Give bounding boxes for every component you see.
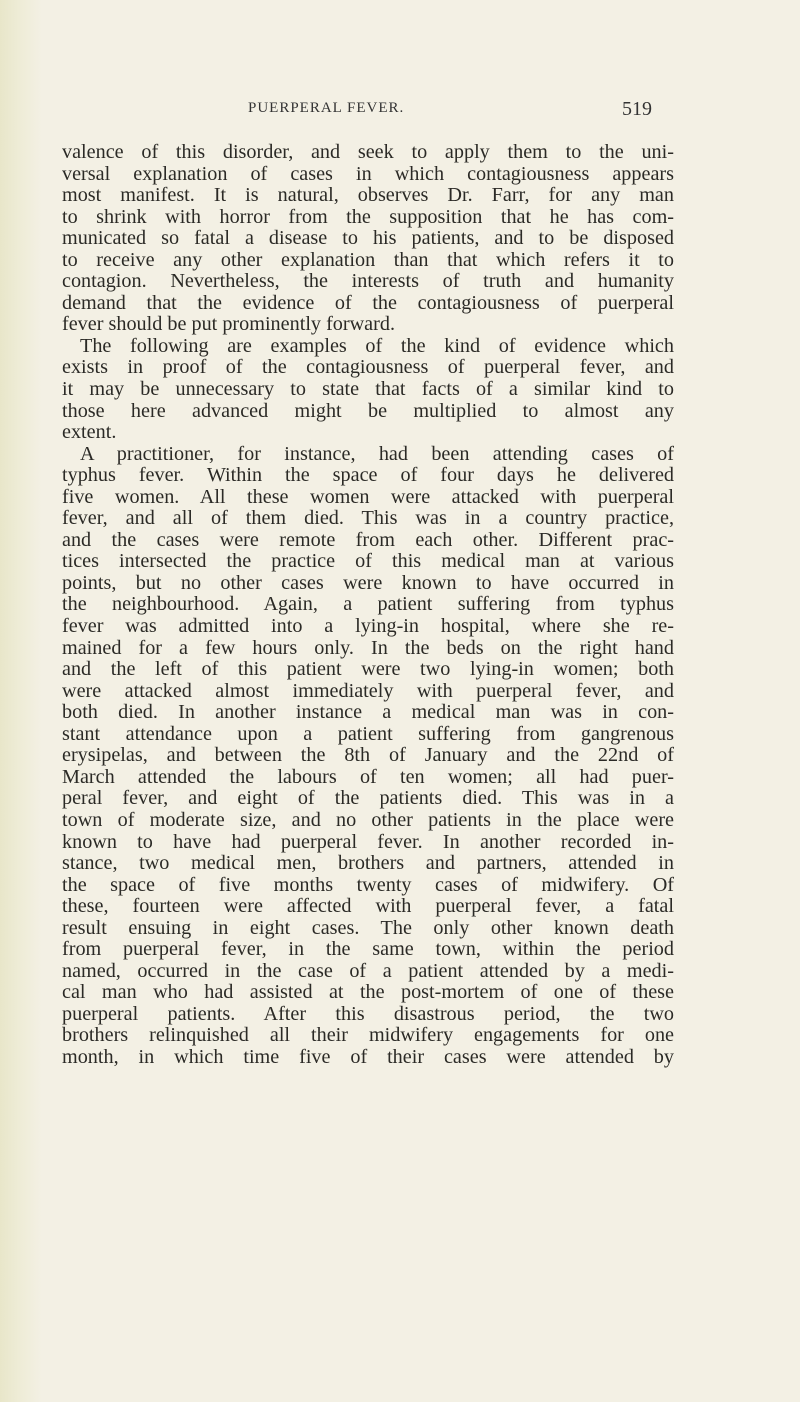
- text-line: both died. In another instance a medical man was in con-: [62, 701, 674, 724]
- text-line: versal explanation of cases in which contagiousness appears: [62, 162, 674, 185]
- text-line: demand that the evidence of the contagiousness of puerperal: [62, 291, 674, 314]
- text-line: valence of this disorder, and seek to apply them to the uni-: [62, 141, 674, 163]
- text-line: fever was admitted into a lying-in hospital, where she re-: [62, 615, 674, 638]
- text-line: these, fourteen were affected with puerperal fever, a fatal: [62, 895, 674, 918]
- text-line: exists in proof of the contagiousness of puerperal fever, and: [62, 356, 674, 379]
- text-line: named, occurred in the case of a patient attended by a medi-: [62, 959, 674, 982]
- text-line: to receive any other explanation than that which refers it to: [62, 248, 674, 271]
- text-line: stance, two medical men, brothers and partners, attended in: [62, 852, 674, 875]
- text-line: fever should be put prominently forward.: [62, 313, 396, 336]
- text-line: A practitioner, for instance, had been attending cases of: [80, 442, 674, 465]
- text-line: month, in which time five of their cases were attended by: [62, 1045, 674, 1068]
- text-line: known to have had puerperal fever. In another recorded in-: [62, 830, 674, 853]
- text-line: result ensuing in eight cases. The only other known death: [62, 916, 674, 939]
- text-line: municated so fatal a disease to his patients, and to be disposed: [62, 227, 674, 250]
- text-line: stant attendance upon a patient suffering from gangrenous: [62, 722, 674, 745]
- text-line: points, but no other cases were known to have occurred in: [62, 571, 674, 594]
- text-line: erysipelas, and between the 8th of January and the 22nd of: [62, 744, 674, 767]
- text-line: cal man who had assisted at the post-mortem of one of these: [62, 981, 674, 1004]
- text-line: fever, and all of them died. This was in a country practice,: [62, 507, 674, 530]
- text-line: tices intersected the practice of this medical man at various: [62, 550, 674, 573]
- text-line: March attended the labours of ten women; all had puer-: [62, 765, 674, 788]
- text-line: brothers relinquished all their midwifery engagements for one: [62, 1024, 674, 1047]
- running-title: PUERPERAL FEVER.: [248, 100, 405, 116]
- text-line: puerperal patients. After this disastrous period, the two: [62, 1002, 674, 1025]
- text-line: typhus fever. Within the space of four days he delivered: [62, 464, 674, 487]
- text-line: the space of five months twenty cases of midwifery. Of: [62, 873, 674, 896]
- text-line: from puerperal fever, in the same town, within the period: [62, 938, 674, 961]
- text-line: were attacked almost immediately with puerperal fever, and: [62, 679, 674, 702]
- page-gutter-shadow: [0, 0, 42, 1402]
- text-line: the neighbourhood. Again, a patient suffering from typhus: [62, 593, 674, 616]
- page-number: 519: [622, 98, 652, 120]
- text-line: peral fever, and eight of the patients died. This was in a: [62, 787, 674, 810]
- text-line: five women. All these women were attacked with puerperal: [62, 485, 674, 508]
- body-text: [62, 142, 674, 1069]
- text-line: mained for a few hours only. In the beds on the right hand: [62, 636, 674, 659]
- text-line: and the cases were remote from each other. Different prac-: [62, 528, 674, 551]
- text-line: extent.: [62, 421, 117, 444]
- text-line: to shrink with horror from the supposition that he has com-: [62, 205, 674, 228]
- text-line: and the left of this patient were two lying-in women; both: [62, 658, 674, 681]
- text-line: contagion. Nevertheless, the interests of truth and humanity: [62, 270, 674, 293]
- text-line: most manifest. It is natural, observes Dr. Farr, for any man: [62, 184, 674, 207]
- text-line: The following are examples of the kind of evidence which: [80, 334, 674, 357]
- text-line: town of moderate size, and no other patients in the place were: [62, 808, 674, 831]
- text-line: those here advanced might be multiplied to almost any: [62, 399, 674, 422]
- text-line: it may be unnecessary to state that facts of a similar kind to: [62, 378, 674, 401]
